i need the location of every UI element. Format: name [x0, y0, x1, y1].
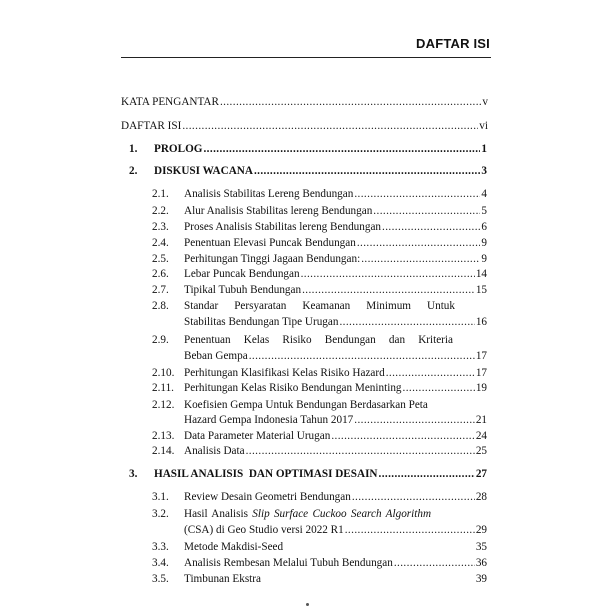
toc-section-2-12: [184, 413, 487, 428]
toc-title: Metode Makdisi-Seed: [184, 541, 284, 553]
toc-number: 2.8.: [152, 300, 169, 312]
toc-section-2-10: [152, 366, 487, 381]
toc-title: Perhitungan Klasifikasi Kelas Risiko Hazard: [184, 367, 385, 379]
toc-title: Perhitungan Kelas Risiko Bendungan Meninting: [184, 382, 402, 394]
dot-leader: [403, 381, 475, 396]
toc-page: 16: [475, 316, 487, 328]
toc-title: Review Desain Geometri Bendungan: [184, 491, 351, 503]
toc-page: v: [482, 96, 488, 108]
toc-section-2-9-line1: [152, 333, 184, 348]
toc-page: 29: [475, 524, 487, 536]
toc-section-2-8-line1: [152, 299, 184, 314]
toc-title: PROLOG: [154, 143, 203, 155]
toc-number: 3.5.: [152, 573, 169, 585]
dot-leader: [352, 490, 475, 505]
toc-section-2-13: [152, 429, 487, 444]
toc-section-3-1: [152, 490, 487, 505]
toc-number: 2.14.: [152, 445, 175, 457]
toc-section-2-12-line1: [152, 398, 184, 413]
toc-title: Lebar Puncak Bendungan: [184, 268, 300, 280]
toc-section-2-2: [152, 204, 487, 219]
toc-number: 3.4.: [152, 557, 169, 569]
toc-number: 2.11.: [152, 382, 174, 394]
toc-section-3-2-line1: [152, 507, 184, 522]
toc-number: 2.10.: [152, 367, 175, 379]
toc-page: 4: [481, 188, 487, 200]
dot-leader: [345, 523, 475, 538]
toc-page: 6: [481, 221, 487, 233]
page-title: DAFTAR ISI: [416, 36, 490, 51]
toc-title: DAFTAR ISI: [121, 120, 182, 132]
toc-title: Analisis Data: [184, 445, 245, 457]
dot-leader: [182, 119, 478, 134]
toc-page: 17: [475, 350, 487, 362]
toc-page: 19: [475, 382, 487, 394]
toc-page: 5: [481, 205, 487, 217]
dot-leader: [354, 187, 480, 202]
toc-title: Perhitungan Tinggi Jagaan Bendungan:: [184, 253, 361, 265]
toc-section-3-3: [152, 540, 487, 555]
toc-number: 2.5.: [152, 253, 169, 265]
toc-number: 3.2.: [152, 508, 169, 520]
toc-number: 3.1.: [152, 491, 169, 503]
toc-title: Timbunan Ekstra: [184, 573, 261, 585]
toc-title: Analisis Stabilitas Lereng Bendungan: [184, 188, 354, 200]
toc-page: 9: [481, 237, 487, 249]
toc-section-3-4: [152, 556, 487, 571]
toc-number: 2.3.: [152, 221, 169, 233]
dot-leader: [331, 429, 475, 444]
toc-title: Data Parameter Material Urugan: [184, 430, 331, 442]
toc-page: 21: [475, 414, 487, 426]
toc-title: HASIL ANALISIS DAN OPTIMASI DESAIN: [154, 468, 378, 480]
dot-leader: [254, 164, 480, 179]
toc-section-3-5: [152, 572, 487, 587]
toc-page: 17: [475, 367, 487, 379]
toc-entry-kata-pengantar: [121, 95, 488, 110]
toc-title: Stabilitas Bendungan Tipe Urugan: [184, 316, 339, 328]
dot-leader: [357, 236, 481, 251]
toc-number: 2.9.: [152, 334, 169, 346]
toc-section-2-4: [152, 236, 487, 251]
toc-title: Penentuan Elevasi Puncak Bendungan: [184, 237, 356, 249]
dot-leader: [339, 315, 474, 330]
toc-number: 2.13.: [152, 430, 175, 442]
dot-leader: [249, 349, 475, 364]
toc-entry-daftar-isi: [121, 119, 488, 134]
toc-page: 39: [475, 573, 487, 585]
toc-title: Hazard Gempa Indonesia Tahun 2017: [184, 414, 354, 426]
toc-section-2-7: [152, 283, 487, 298]
toc-number: 2.4.: [152, 237, 169, 249]
toc-title: Tipikal Tubuh Bendungan: [184, 284, 302, 296]
dot-leader: [386, 366, 475, 381]
toc-title: Alur Analisis Stabilitas lereng Bendungan: [184, 205, 373, 217]
toc-section-3-2: [184, 523, 487, 538]
toc-page: 14: [475, 268, 487, 280]
dot-leader: [302, 283, 475, 298]
toc-page: vi: [479, 120, 488, 132]
toc-number: 2.12.: [152, 399, 175, 411]
toc-page: 9: [481, 253, 487, 265]
toc-chapter-2: [129, 164, 487, 179]
toc-number: 2.1.: [152, 188, 169, 200]
toc-title: Proses Analisis Stabilitas lereng Bendungan: [184, 221, 382, 233]
dot-leader: [382, 220, 480, 235]
toc-number: 2.6.: [152, 268, 169, 280]
toc-title: DISKUSI WACANA: [154, 165, 253, 177]
toc-chapter-1: [129, 142, 487, 157]
toc-number: 3.: [129, 468, 138, 480]
toc-title: Beban Gempa: [184, 350, 248, 362]
toc-number: 2.2.: [152, 205, 169, 217]
toc-number: 2.: [129, 165, 138, 177]
dot-leader: [379, 467, 475, 482]
toc-page: 25: [475, 445, 487, 457]
dot-leader: [361, 252, 480, 267]
toc-page: 3: [481, 165, 487, 177]
page-mark: [306, 603, 309, 606]
toc-page: 27: [475, 468, 487, 480]
toc-section-2-1: [152, 187, 487, 202]
toc-number: 2.7.: [152, 284, 169, 296]
toc-page: 24: [475, 430, 487, 442]
toc-section-2-12-title-line1: Koefisien Gempa Untuk Bendungan Berdasarkan Peta: [184, 399, 428, 411]
toc-title-plain: Hasil Analisis: [184, 508, 253, 520]
dot-leader: [246, 444, 475, 459]
toc-section-2-6: [152, 267, 487, 282]
toc-section-2-9: [184, 349, 487, 364]
toc-page: 15: [475, 284, 487, 296]
dot-leader: [373, 204, 480, 219]
dot-leader: [394, 556, 475, 571]
toc-section-2-5: [152, 252, 487, 267]
dot-leader: [354, 413, 475, 428]
toc-title: Analisis Rembesan Melalui Tubuh Bendungan: [184, 557, 393, 569]
toc-page: 35: [475, 541, 487, 553]
toc-page: 1: [481, 143, 487, 155]
toc-section-3-2-title-line1: [184, 507, 431, 522]
toc-section-2-3: [152, 220, 487, 235]
toc-section-2-14: [152, 444, 487, 459]
toc-section-2-8-title-line1: Standar Persyaratan Keamanan Minimum Untuk: [184, 300, 455, 312]
toc-section-2-8: [184, 315, 487, 330]
toc-title-italic: Slip Surface Cuckoo Search Algorithm: [252, 508, 432, 520]
toc-number: 3.3.: [152, 541, 169, 553]
toc-page: 36: [475, 557, 487, 569]
dot-leader: [301, 267, 475, 282]
toc-section-2-9-title-line1: Penentuan Kelas Risiko Bendungan dan Kriteria: [184, 334, 453, 346]
toc-number: 1.: [129, 143, 138, 155]
toc-page: 28: [475, 491, 487, 503]
toc-chapter-3: [129, 467, 487, 482]
dot-leader: [203, 142, 480, 157]
toc-section-2-11: [152, 381, 487, 396]
toc-title: KATA PENGANTAR: [121, 96, 219, 108]
dot-leader: [220, 95, 481, 110]
toc-title: (CSA) di Geo Studio versi 2022 R1: [184, 524, 344, 536]
